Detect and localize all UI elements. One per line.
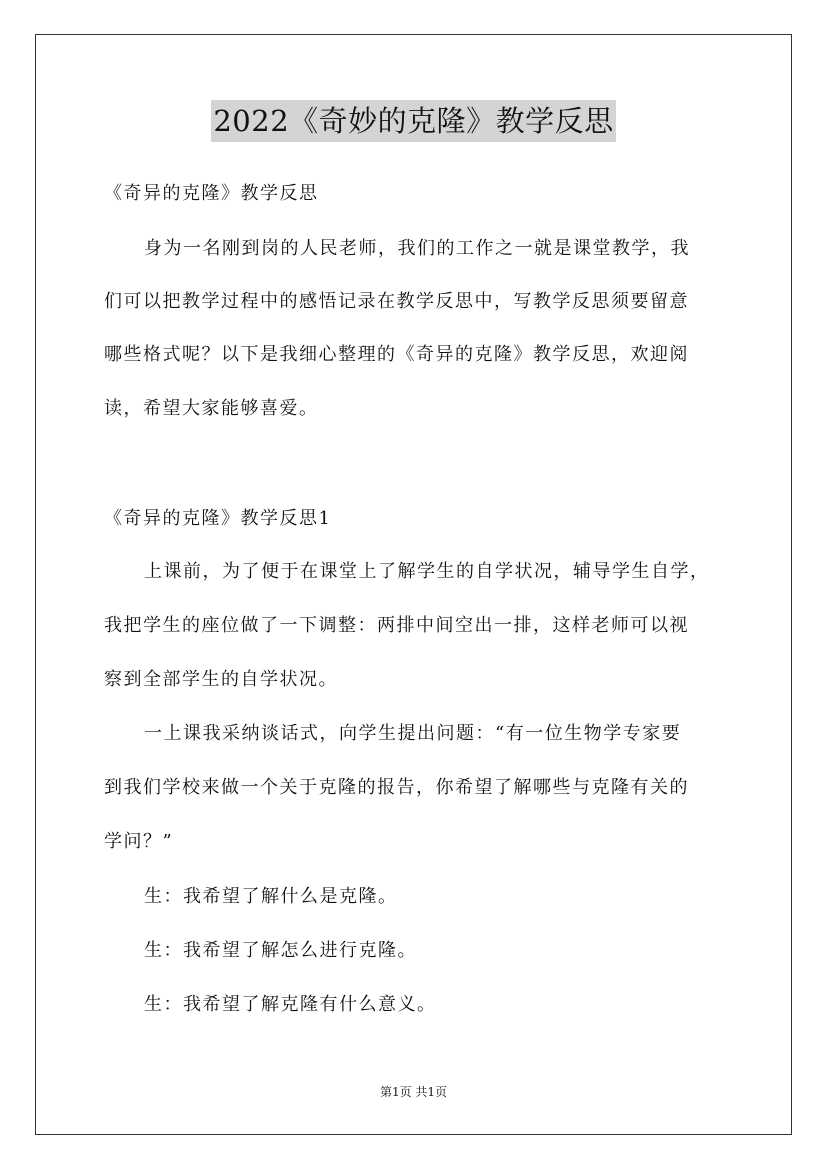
paragraph-line: 上课前，为了便于在课堂上了解学生的自学状况，辅导学生自学， [144,561,710,582]
page-footer: 第1页 共1页 [379,1085,448,1099]
paragraph-line: 我把学生的座位做了一下调整：两排中间空出一排，这样老师可以视 [104,615,689,636]
dialogue-line: 生：我希望了解怎么进行克隆。 [144,940,417,961]
paragraph-line: 察到全部学生的自学状况。 [104,669,338,690]
section-heading: 《奇异的克隆》教学反思1 [104,508,332,529]
dialogue-line: 生：我希望了解克隆有什么意义。 [144,994,437,1015]
section-heading: 《奇异的克隆》教学反思 [104,183,319,204]
document-title: 2022《奇妙的克隆》教学反思 [211,100,615,142]
paragraph-line: 一上课我采纳谈话式，向学生提出问题：“有一位生物学专家要 [144,723,682,744]
title-container [0,100,827,142]
dialogue-line: 生：我希望了解什么是克隆。 [144,886,398,907]
paragraph-line: 哪些格式呢？以下是我细心整理的《奇异的克隆》教学反思，欢迎阅 [104,344,689,365]
paragraph-line: 学问？” [104,831,174,852]
paragraph-line: 身为一名刚到岗的人民老师，我们的工作之一就是课堂教学，我 [144,238,690,259]
paragraph-line: 到我们学校来做一个关于克隆的报告，你希望了解哪些与克隆有关的 [104,777,689,798]
paragraph-line: 读，希望大家能够喜爱。 [104,398,319,419]
paragraph-line: 们可以把教学过程中的感悟记录在教学反思中，写教学反思须要留意 [104,291,689,312]
